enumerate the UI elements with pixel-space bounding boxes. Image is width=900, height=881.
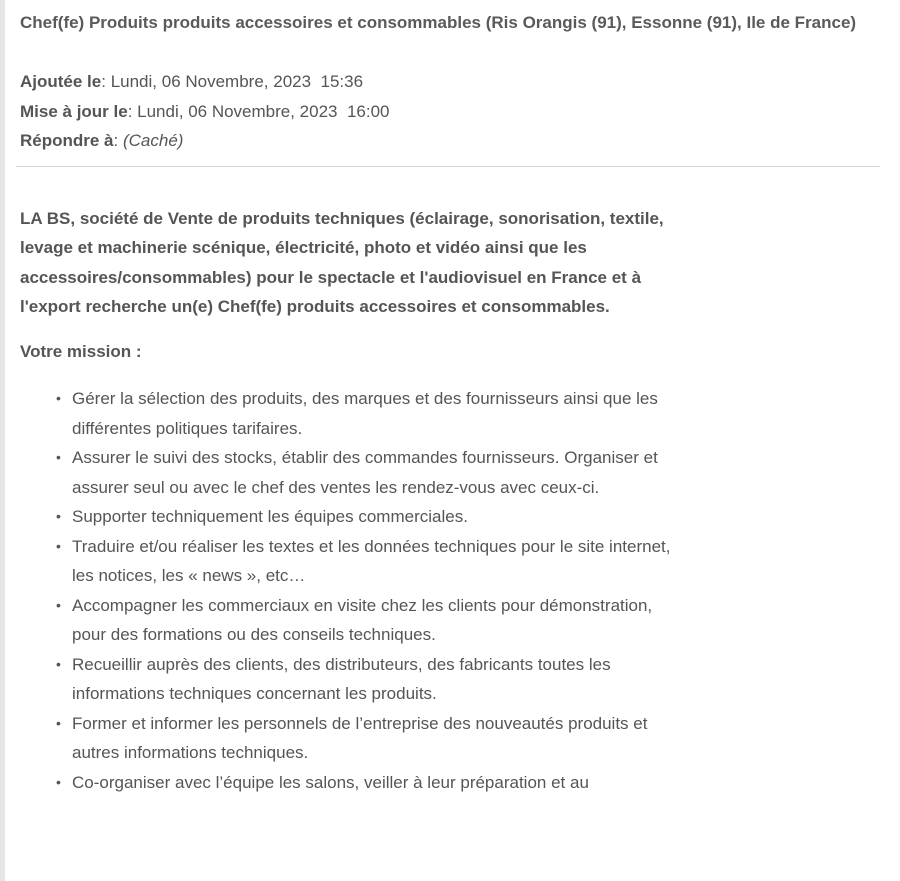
mission-item-text: Traduire et/ou réaliser les textes et les données techniques pour le site internet, les notices, les « news », etc… bbox=[72, 536, 671, 586]
meta-reply bbox=[20, 126, 880, 156]
mission-item bbox=[56, 532, 682, 591]
meta-reply-value: (Caché) bbox=[122, 131, 184, 150]
mission-item-text: Assurer le suivi des stocks, établir des commandes fournisseurs. Organiser et assurer seul ou avec le chef des ventes les rendez-vous avec ceux-ci. bbox=[72, 448, 658, 497]
job-meta bbox=[20, 67, 880, 156]
bullet-icon: • bbox=[56, 449, 61, 466]
meta-updated bbox=[20, 97, 880, 127]
mission-list bbox=[20, 384, 682, 797]
bullet-icon: • bbox=[56, 714, 61, 731]
bullet-icon: • bbox=[56, 537, 61, 554]
mission-item-text: Former et informer les personnels de l’entreprise des nouveautés produits et autres informations techniques. bbox=[72, 713, 648, 763]
bullet-icon: • bbox=[56, 655, 61, 672]
mission-item bbox=[56, 768, 682, 798]
mission-item bbox=[56, 591, 682, 650]
bullet-icon: • bbox=[56, 596, 61, 613]
mission-item bbox=[56, 502, 682, 532]
meta-reply-label: Répondre à bbox=[20, 131, 114, 150]
meta-added-value: : Lundi, 06 Novembre, 2023 15:36 bbox=[101, 72, 364, 91]
bullet-icon: • bbox=[56, 773, 61, 790]
mission-item bbox=[56, 650, 682, 709]
mission-heading: Votre mission : bbox=[20, 341, 142, 361]
section-divider bbox=[16, 166, 880, 167]
bullet-icon: • bbox=[56, 390, 61, 407]
mission-item bbox=[56, 709, 682, 768]
meta-added bbox=[20, 67, 880, 97]
job-intro: LA BS, société de Vente de produits techniques (éclairage, sonorisation, textile, levage et machinerie scénique, électricité, photo et vidéo ainsi que les accessoires/consommables) pour le spectacle et l'audiovisuel en France et à l'export recherche un(e) Chef(fe) produits accessoires et consommables. bbox=[20, 208, 664, 317]
job-title: Chef(fe) Produits produits accessoires et consommables (Ris Orangis (91), Essonne (91), Ile de France) bbox=[20, 13, 857, 32]
meta-reply-separator: : bbox=[113, 131, 123, 150]
mission-item-text: Co-organiser avec l’équipe les salons, veiller à leur préparation et au bbox=[72, 772, 589, 792]
mission-item-text: Gérer la sélection des produits, des marques et des fournisseurs ainsi que les différentes politiques tarifaires. bbox=[72, 389, 658, 438]
mission-item-text: Accompagner les commerciaux en visite chez les clients pour démonstration, pour des formations ou des conseils techniques. bbox=[72, 595, 653, 645]
mission-item bbox=[56, 443, 682, 502]
mission-item-text: Recueillir auprès des clients, des distributeurs, des fabricants toutes les informations techniques concernant les produits. bbox=[72, 654, 611, 704]
mission-item bbox=[56, 384, 682, 443]
meta-updated-label: Mise à jour le bbox=[20, 101, 128, 121]
bullet-icon: • bbox=[56, 508, 61, 525]
mission-item-text: Supporter techniquement les équipes commerciales. bbox=[72, 507, 468, 527]
left-border bbox=[0, 0, 5, 881]
meta-updated-value: : Lundi, 06 Novembre, 2023 16:00 bbox=[127, 101, 390, 121]
meta-added-label: Ajoutée le bbox=[20, 72, 102, 91]
job-posting bbox=[20, 8, 880, 797]
